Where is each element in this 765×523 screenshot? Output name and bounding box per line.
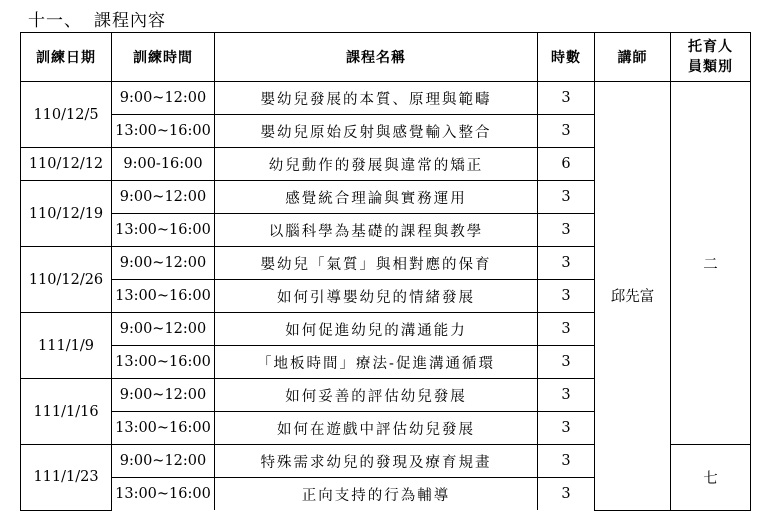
hours-cell: 3 [538,313,595,346]
date-cell: 111/1/16 [21,379,112,445]
hours-cell: 3 [538,280,595,313]
course-cell: 如何在遊戲中評估幼兒發展 [215,412,538,445]
instructor-cell: 邱先富 [595,82,671,511]
section-title: 課程內容 [94,11,166,31]
course-cell: 嬰幼兒發展的本質、原理與範疇 [215,82,538,115]
header-category-line2: 員類別 [688,59,733,75]
date-cell: 110/12/19 [21,181,112,247]
time-cell: 9:00~12:00 [112,181,215,214]
time-cell: 9:00~12:00 [112,313,215,346]
time-cell: 9:00-16:00 [112,148,215,181]
date-cell: 110/12/26 [21,247,112,313]
course-cell: 特殊需求幼兒的發現及療育規畫 [215,445,538,478]
header-time: 訓練時間 [112,33,215,82]
course-cell: 如何妥善的評估幼兒發展 [215,379,538,412]
date-cell: 111/1/9 [21,313,112,379]
hours-cell: 3 [538,412,595,445]
category-cell: 七 [671,445,751,511]
course-cell: 感覺統合理論與實務運用 [215,181,538,214]
time-cell: 13:00~16:00 [112,280,215,313]
hours-cell: 3 [538,115,595,148]
hours-cell: 3 [538,82,595,115]
section-number: 十一、 [28,11,82,31]
time-cell: 13:00~16:00 [112,214,215,247]
time-cell: 9:00~12:00 [112,445,215,478]
hours-cell: 3 [538,346,595,379]
date-cell: 110/12/5 [21,82,112,148]
header-instructor: 講師 [595,33,671,82]
course-cell: 以腦科學為基礎的課程與教學 [215,214,538,247]
header-course: 課程名稱 [215,33,538,82]
hours-cell: 3 [538,478,595,511]
hours-cell: 3 [538,379,595,412]
time-cell: 9:00~12:00 [112,82,215,115]
time-cell: 13:00~16:00 [112,478,215,511]
hours-cell: 3 [538,247,595,280]
table-row [21,82,751,115]
header-date: 訓練日期 [21,33,112,82]
time-cell: 9:00~12:00 [112,379,215,412]
time-cell: 9:00~12:00 [112,247,215,280]
category-cell: 二 [671,82,751,445]
time-cell: 13:00~16:00 [112,115,215,148]
hours-cell: 6 [538,148,595,181]
course-cell: 嬰幼兒原始反射與感覺輸入整合 [215,115,538,148]
hours-cell: 3 [538,445,595,478]
section-heading [28,6,178,31]
course-schedule-table [20,32,751,511]
time-cell: 13:00~16:00 [112,346,215,379]
header-hours: 時數 [538,33,595,82]
hours-cell: 3 [538,214,595,247]
header-row [21,33,751,82]
course-cell: 如何引導嬰幼兒的情緒發展 [215,280,538,313]
time-cell: 13:00~16:00 [112,412,215,445]
course-cell: 「地板時間」療法-促進溝通循環 [215,346,538,379]
course-cell: 正向支持的行為輔導 [215,478,538,511]
date-cell: 110/12/12 [21,148,112,181]
course-cell: 嬰幼兒「氣質」與相對應的保育 [215,247,538,280]
course-cell: 幼兒動作的發展與違常的矯正 [215,148,538,181]
hours-cell: 3 [538,181,595,214]
header-category [671,33,751,82]
course-cell: 如何促進幼兒的溝通能力 [215,313,538,346]
header-category-line1: 托育人 [688,39,733,55]
date-cell: 111/1/23 [21,445,112,511]
